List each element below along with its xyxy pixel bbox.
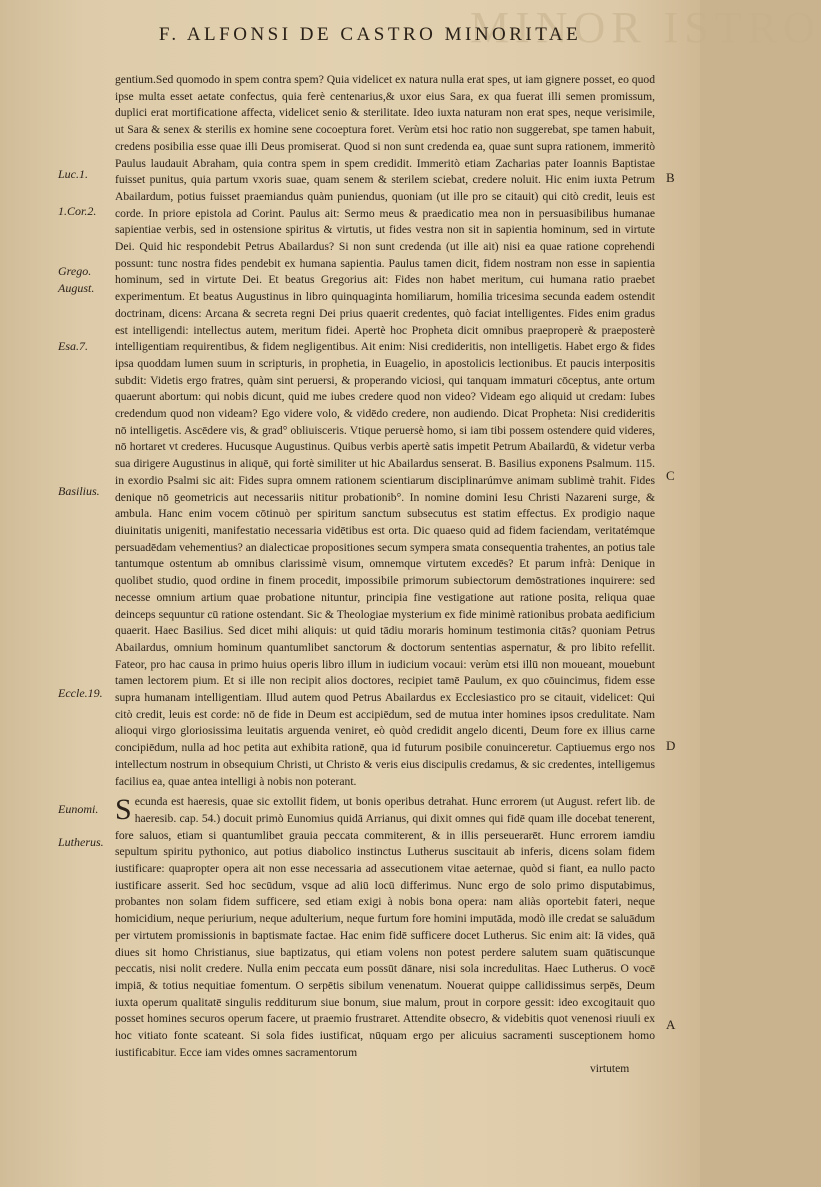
margin-note-cor: 1.Cor.2. [58, 204, 97, 218]
paragraph-second-text: ecunda est haeresis, quae sic extollit fidem, ut bonis operibus detrahat. Hunc errorem (ut August. refert lib. de haeresib. cap. 54.) docuit primò Eunomius quidā Arrianus, qui dixit omnes qui fidē quam ille docebat tenerent, fore saluos, etiam si quantumlibet grauia peccata commiterent, & in illis perseuerarēt. Hunc errorem iamdiu sepultum spiritu pythonico, aut potius diabolico instinctus Lutherus suscitauit ab inferis, dicens solam fidem iustificare: quapropter opera ait non esse necessaria ad assecutionem vitae aeternae, quòd si fiant, ea nullo pacto iustificare asserit. Sed hoc secūdum, vsque ad aliū locū differimus. Nunc ergo de solo primo disputabimus, probantes non solam fidem sufficere, sed etiam exigi à nobis bona opera: nam aliàs oportebit fateri, neque homicidium, neque periurium, neque adulterium, neque furtum fore homini imputāda, modò ille credat se saluādum per virtutem promissionis in baptismate factae. Hac enim fidē sufficere docet Lutherus. Sic enim ait: Iā vides, quā diues sit homo Christianus, siue baptizatus, qui etiam volens non potest perdere salutem suam quātiscunque peccatis, nisi nolit credere. Nulla enim peccata eum possūt dānare, nisi sola incredulitas. Haec Lutherus. O vocē impiā, & totius nequitiae fomentum. O serpētis sibilum venenatum. Nouerat quippe callidissimus serpēs, Deum iuxta operum qualitatē singulis redditurum siue bonum, siue malum, prout in corpore gessit: ideo excogitauit quo posset homines securos operum facere, ut praemio frustraret. Attendite obsecro, & videbitis quot venenosi riuuli ex hoc vitiato fonte scateant. Si sola fides iustificat, nūquam ergo per alicuius sacramenti susceptionem homo iustificabitur. Ecce iam vides omnes sacramentorum [115, 795, 655, 1059]
page-bottom-margin [0, 1110, 700, 1187]
drop-capital: S [115, 793, 132, 827]
margin-note-luc: Luc.1. [58, 167, 88, 181]
margin-note-basilius: Basilius. [58, 484, 100, 498]
section-letter-d: D [666, 738, 676, 753]
paragraph-second [115, 794, 655, 1061]
section-letter-b: B [666, 170, 675, 185]
margin-note-esa: Esa.7. [58, 339, 88, 353]
section-letter-c: C [666, 468, 675, 483]
margin-note-eunomi: Eunomi. [58, 802, 99, 816]
bleed-through-text: MINOR ISTRO [470, 3, 821, 52]
margin-note-eccle: Eccle.19. [58, 686, 103, 700]
margin-note-august: August. [58, 281, 95, 295]
margin-note-grego: Grego. [58, 264, 92, 278]
catchword: virtutem [590, 1062, 630, 1075]
running-header: F. ALFONSI DE CASTRO MINORITAE [158, 24, 582, 45]
main-text-column [115, 72, 655, 1061]
section-letter-a: A [666, 1017, 676, 1032]
paragraph-first: gentium.Sed quomodo in spem contra spem? Quia videlicet ex natura nulla erat spes, ut iam gignere posset, eo quod ipse multa esset aetate confectus, quia ferè centenarius,& uxor eius Sara, ex qua fuerat illi semen promissum, duplici erat mortificatione affecta, videlicet senio & sterilitate. Ideo iuxta naturam non erat spes, neque verisimile, ut Sara & senex & sterilis ex homine sene cocoeptura foret. Verùm etsi hoc ratio non suggerebat, spe tamen habuit, credens posibilia esse quae illi Deus promiserat. Quod si non sunt credenda ea, quae sunt supra rationem, immeritò Paulus laudauit Abraham, quia contra spem in spem credidit. Immeritò etiam Zacharias pater Ioannis Baptistae fuisset punitus, quia partum vxoris suae, quam senem & sterilem sciebat, credere noluit. Hic enim iuxta Petrum Abailardum, potius fuisset praemiandus quàm puniendus, quoniam (ut ille pro se citauit) qui citò credit, leuis est corde. In priore epistola ad Corint. Paulus ait: Sermo meus & praedicatio mea non in persuasibilibus humanae sapientiae verbis, sed in ostensione spiritus & virtutis, ut fides vestra non sit in sapientia hominum, sed in virtute Dei. Quid hic respondebit Petrus Abailardus? Si non sunt credenda (ut ille ait) nisi ea quae ratione coprehendi possunt: tunc nostra fides pendebit ex humana sapientia. Paulus tamen dicit, fidem nostram non esse in sapientia hominum, sed in virtute Dei. Et beatus Gregorius ait: Fides non habet meritum, cui humana ratio praebet experimentum. Et beatus Augustinus in libro quinquaginta homiliarum, homilia tricesima secunda eadem ostendit doctrinam, dicens: Arcana & secreta regni Dei prius quaerit credentes, quò faciat intelligentes. Fides enim gradus est intelligendi: intellectus autem, meritum fidei. Apertè hoc Propheta dicit omnibus praeproperè & praeposterè intelligentiam requirentibus, & fidem negligentibus. Ait enim: Nisi credideritis, non intelligetis. Habet ergo & fides ipsa quoddam lumen suum in scripturis, in prophetia, in Euagelio, in apostolicis lectionibus. Et paucis interpositis subdit: Videtis ergo fratres, quàm sint peruersi, & properando viciosi, qui tanquam immaturi cōceptus, ante ortum quaerunt abortum: qui nobis dicunt, quid me iubes credere quod non video? Videam ego aliquid ut credam: Iubes credendum quod non videam? Ego videre volo, & vidēdo credere, non audiendo. Dicat Propheta: Nisi credideritis nō intelligetis. Ascēdere vis, & grad° obliuisceris. Vtique peruersè homo, si iam tibi possem ostendere quid videres, nō hortaret vt crederes. Hucusque Augustinus. Quibus verbis apertè satis impetit Petrum Abailardū, & videtur verba sua dirigere Augustinus in aliquē, qui fortè similiter ut hic Abailardus senserat. B. Basilius exponens Psalmum. 115. in exordio Psalmi sic ait: Fides supra omnem rationem scientiarum disciplinarúmve animam sublimè trahit. Fides denique nō geometricis aut necessariis nititur probationib°. In nomine domini Iesu Christi Nazareni surge, & ambula. Hanc enim vocem cōtinuò per spiritum sanctum subsecutus est statim effectus. Ex prodigio naque diuinitatis unigeniti, manifestatio necessaria vidētibus est orta. Dic quaeso quid ad fidem faciendam, veritatémque persuadēdam vehementius? an dialecticae propositiones secum sympera smata consequentia trahentes, an potius tale tantumque ostentum ab omnibus clarissimè visum, omnemque virtutem excedēs? Et parum infrà: Denique in quolibet studio, quod ordine in finem procedit, impossibile primorum subiectorum demōstrationes inquirere: sed necesse omnium artium quae probatione nituntur, principia fine vestigatione aut ratione posita, reliqua quae deinceps sequuntur cū ratione ostendant. Sic & Theologiae mysterium ex fide minimè rationibus probata aedificium quaerit. Haec Basilius. Sed dicet mihi aliquis: ut quid tādiu moraris hominum testimonia citās? quoniam Petrus Abailardus, omnium hominum quantumlibet sanctorum & doctorum sententias aspernatur, & pro libito refellit. Fateor, pro hac causa in primo huius operis libro illum in iudicium vocaui: verùm etsi illū non moueant, mouebunt tamen lectorem pium. Et si ille non recipit alios doctores, recipiet tamē Paulum, ex quo cōuincimus, fidem esse supra humanam intelligentiam. Illud autem quod Petrus Abailardus ex Ecclesiastico pro se citauit, videlicet: Qui citò credit, leuis est corde: nō de fide in Deum est accipiēdum, sed de mutua inter homines ipsos credulitate. Nam alioqui virgo gloriosissima leuitatis arguenda veniret, eò quòd credidit angelo dicenti, Deum fore ex illius carne concipiēdum, nulla ad hoc petita aut exhibita rationē, qua id futurum posibile conuinceretur. Captiuemus ergo nos intellectum nostrum in obsequium Christi, ut Christo & veris eius discipulis credamus, & sic credentes, intelligemus facilius ea, quae antea intelligi à nobis non poterant. [115, 73, 655, 788]
margin-note-lutherus: Lutherus. [58, 835, 104, 849]
